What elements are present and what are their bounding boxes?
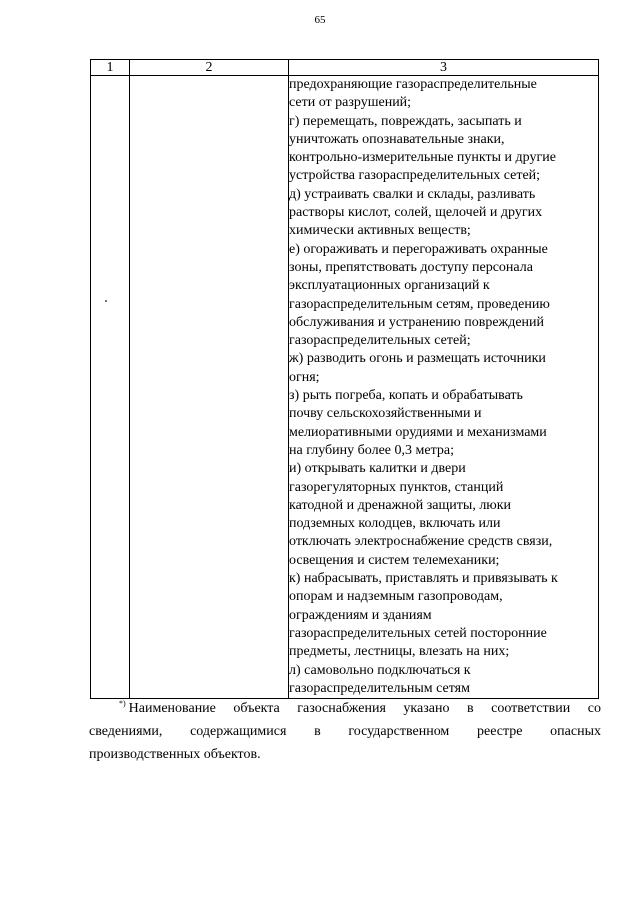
table-cell-column-2 <box>130 76 289 699</box>
column-header-2: 2 <box>130 60 289 76</box>
text-line: газораспределительным сетям <box>289 680 470 696</box>
text-line: опорам и надземным газопроводам, <box>289 589 503 605</box>
text-line: газораспределительным сетям, проведению <box>289 296 550 312</box>
footnote-marker: *) <box>119 699 126 708</box>
table-cell-column-3 <box>289 76 599 699</box>
text-line: химически активных веществ; <box>289 223 471 239</box>
scan-speck <box>105 300 107 302</box>
text-line: ограждениям и зданиям <box>289 607 432 623</box>
text-line: газорегуляторных пунктов, станций <box>289 479 504 495</box>
footnote-line: сведениями, содержащимися в государственном реестре опасных <box>89 724 601 739</box>
text-line: газораспределительных сетей посторонние <box>289 625 547 641</box>
text-line: сети от разрушений; <box>289 95 412 111</box>
text-line: газораспределительных сетей; <box>289 333 471 349</box>
table-header-row <box>91 60 599 76</box>
footnote-text: Наименование объекта газоснабжения указано в соответствии со <box>128 701 601 716</box>
text-line: катодной и дренажной защиты, люки <box>289 497 512 513</box>
text-line: отключать электроснабжение средств связи, <box>289 534 553 550</box>
text-line: растворы кислот, солей, щелочей и других <box>289 205 543 221</box>
text-line: и) открывать калитки и двери <box>289 461 466 477</box>
text-line: контрольно-измерительные пункты и другие <box>289 150 556 166</box>
table-row <box>91 76 599 699</box>
page-number: 65 <box>314 14 326 26</box>
text-line: предметы, лестницы, влезать на них; <box>289 644 510 660</box>
text-line: г) перемещать, повреждать, засыпать и <box>289 113 522 129</box>
text-line: е) огораживать и перегораживать охранные <box>289 241 548 257</box>
column-header-1: 1 <box>91 60 130 76</box>
text-line: зоны, препятствовать доступу персонала <box>289 259 533 275</box>
text-line: предохраняющие газораспределительные <box>289 77 537 92</box>
footnote <box>89 692 601 766</box>
text-line: подземных колодцев, включать или <box>289 516 501 532</box>
column-header-3: 3 <box>289 60 599 76</box>
text-line: обслуживания и устранению повреждений <box>289 314 545 330</box>
text-line: мелиоративными орудиями и механизмами <box>289 424 547 440</box>
table-cell-column-1 <box>91 76 130 699</box>
text-line: з) рыть погреба, копать и обрабатывать <box>289 388 523 404</box>
text-line: освещения и систем телемеханики; <box>289 552 500 568</box>
text-line: д) устраивать свалки и склады, разливать <box>289 186 536 202</box>
text-line: эксплуатационных организаций к <box>289 278 490 294</box>
text-line: на глубину более 0,3 метра; <box>289 442 454 458</box>
footnote-line <box>89 692 601 720</box>
text-line: почву сельскохозяйственными и <box>289 406 482 422</box>
text-line: л) самовольно подключаться к <box>289 662 471 678</box>
text-line: огня; <box>289 369 320 385</box>
footnote-line: производственных объектов. <box>89 747 261 762</box>
text-line: устройства газораспределительных сетей; <box>289 168 541 184</box>
text-line: уничтожать опознавательные знаки, <box>289 131 505 147</box>
document-table <box>90 59 599 699</box>
text-line: к) набрасывать, приставлять и привязывать к <box>289 571 558 587</box>
text-line: ж) разводить огонь и размещать источники <box>289 351 546 367</box>
